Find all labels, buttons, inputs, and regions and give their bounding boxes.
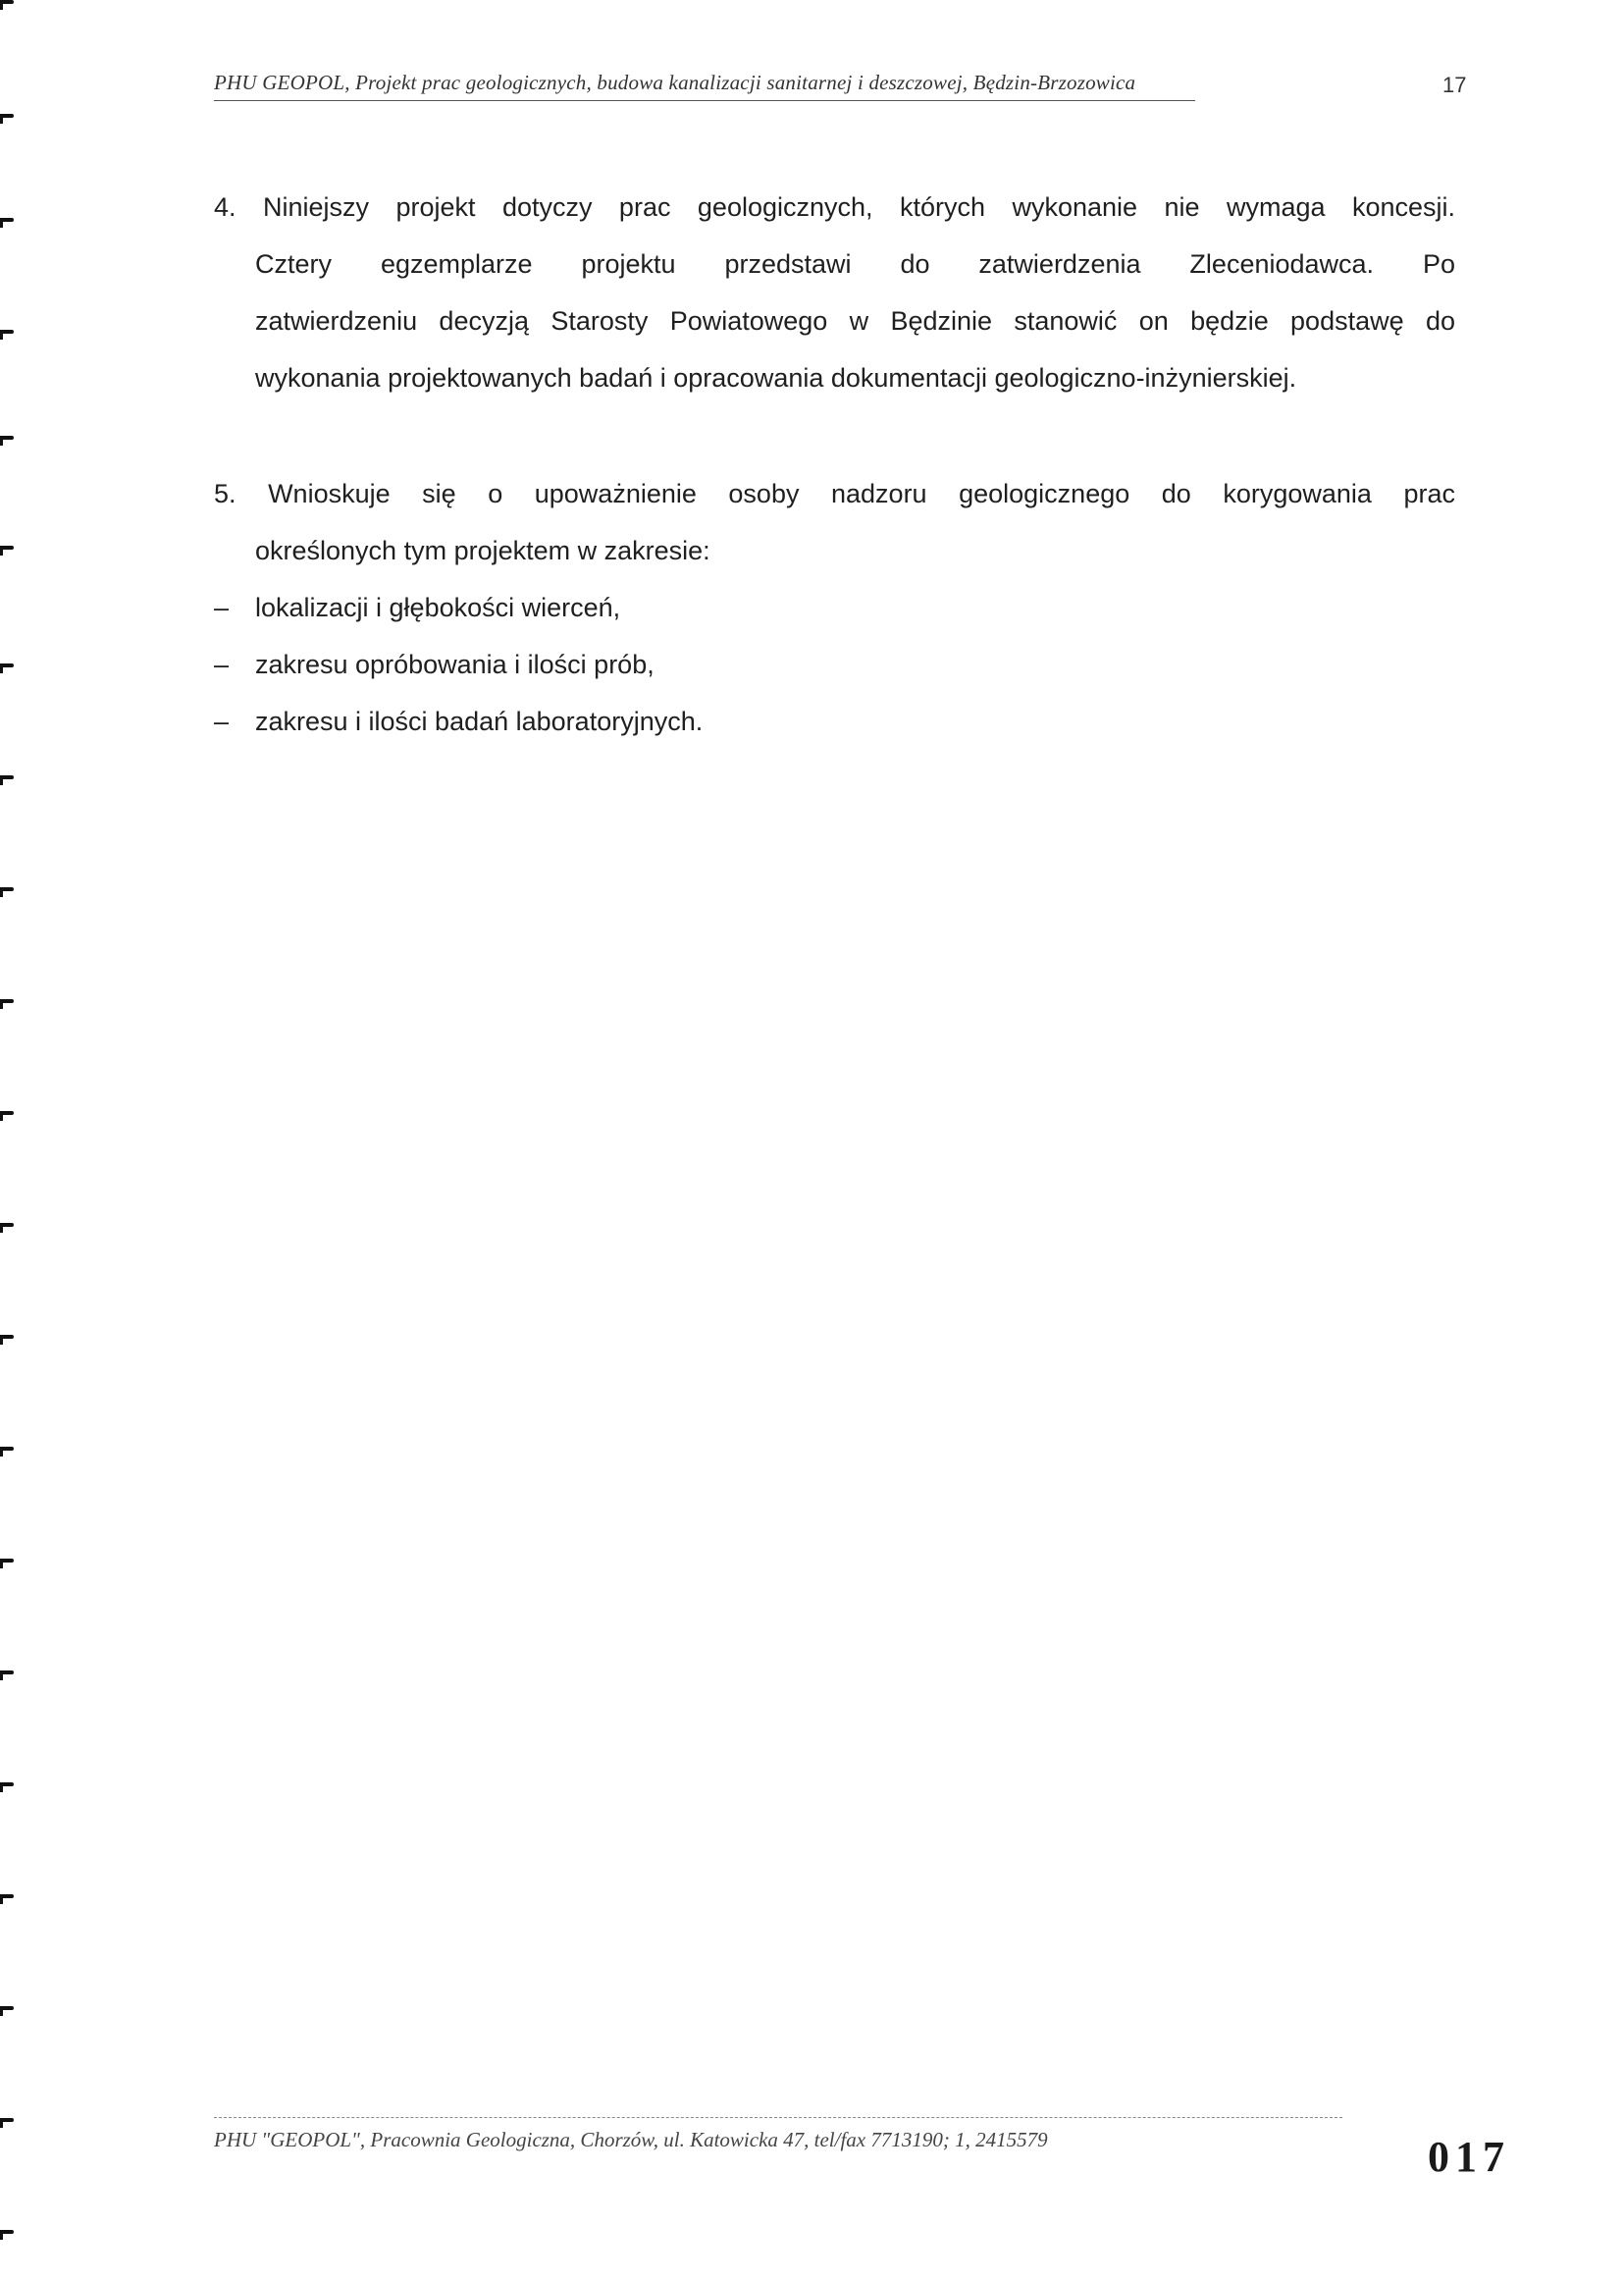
binding-mark	[0, 2006, 14, 2010]
binding-mark	[0, 1335, 14, 1339]
page-footer: PHU "GEOPOL", Pracownia Geologiczna, Chorzów, ul. Katowicka 47, tel/fax 7713190; 1, 2415579	[214, 2128, 1048, 2151]
bullet-dash: –	[214, 650, 230, 679]
bullet-dash: –	[214, 707, 230, 736]
binding-mark	[0, 1559, 14, 1563]
paragraph-line: zatwierdzeniu decyzją Starosty Powiatowego w Będzinie stanowić on będzie podstawę do	[255, 306, 1455, 336]
running-header-title: PHU GEOPOL, Projekt prac geologicznych, budowa kanalizacji sanitarnej i deszczowej, Będzin-Brzozowica	[214, 71, 1136, 94]
binding-mark	[0, 1670, 14, 1674]
list-item-text: zakresu opróbowania i ilości prób,	[255, 650, 655, 679]
paragraph-line-text: Wnioskuje się o upoważnienie osoby nadzoru geologicznego do korygowania prac	[268, 479, 1455, 508]
header-rule	[214, 100, 1195, 101]
binding-mark	[0, 887, 14, 891]
binding-mark	[0, 2118, 14, 2122]
binding-mark	[0, 218, 14, 222]
binding-mark	[0, 330, 14, 334]
binding-mark	[0, 546, 14, 550]
binding-mark	[0, 2230, 14, 2234]
binding-mark	[0, 1111, 14, 1115]
item-number: 4.	[214, 192, 236, 222]
page-number: 17	[1442, 73, 1467, 97]
binding-mark	[0, 1894, 14, 1898]
paragraph-line: Cztery egzemplarze projektu przedstawi do zatwierdzenia Zleceniodawca. Po	[255, 249, 1455, 279]
paragraph-item-5	[214, 479, 1455, 597]
footer-rule	[214, 2117, 1342, 2118]
list-item-text: zakresu i ilości badań laboratoryjnych.	[255, 707, 704, 736]
paragraph-item-4	[214, 192, 1455, 418]
paragraph-line	[214, 479, 1455, 509]
item-number: 5.	[214, 479, 236, 508]
list-item-text: lokalizacji i głębokości wierceń,	[255, 593, 621, 622]
paragraph-line: wykonania projektowanych badań i opracowania dokumentacji geologiczno-inżynierskiej.	[255, 363, 1297, 393]
paragraph-line-text: Niniejszy projekt dotyczy prac geologicznych, których wykonanie nie wymaga koncesji.	[262, 192, 1455, 222]
binding-mark	[0, 663, 14, 667]
binding-mark	[0, 0, 14, 4]
binding-mark	[0, 999, 14, 1003]
binding-mark	[0, 775, 14, 779]
binding-mark	[0, 114, 14, 118]
paragraph-line: określonych tym projektem w zakresie:	[255, 536, 710, 565]
paragraph-line	[214, 192, 1455, 223]
binding-mark	[0, 1782, 14, 1786]
binding-mark	[0, 1447, 14, 1451]
binding-mark	[0, 436, 14, 440]
binding-mark	[0, 1223, 14, 1227]
document-stamp-number: 017	[1428, 2133, 1510, 2181]
bullet-dash: –	[214, 593, 230, 622]
running-header	[214, 71, 1323, 104]
